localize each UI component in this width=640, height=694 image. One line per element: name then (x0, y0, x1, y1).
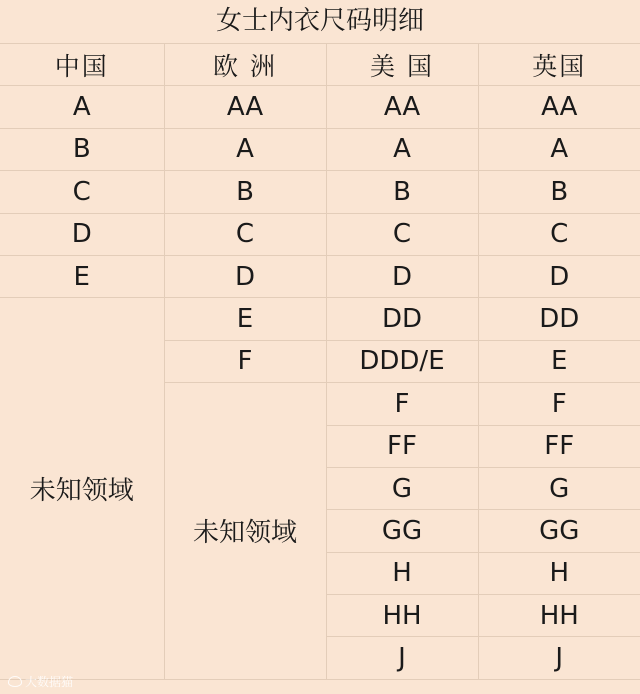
watermark-text: 大数据猫 (25, 675, 74, 689)
cell-usa: GG (326, 510, 478, 552)
cell-usa: C (326, 213, 478, 255)
cell-europe: B (164, 171, 326, 213)
cell-uk: C (478, 213, 640, 255)
cell-uk: H (478, 552, 640, 594)
header-china: 中国 (0, 44, 164, 86)
header-usa: 美 国 (326, 44, 478, 86)
cell-usa: FF (326, 425, 478, 467)
cell-usa: A (326, 128, 478, 170)
cell-usa: H (326, 552, 478, 594)
table-row (0, 213, 640, 255)
cell-europe-unknown: 未知领域 (164, 383, 326, 680)
cell-uk: HH (478, 595, 640, 637)
cell-china: A (0, 86, 164, 128)
cell-usa: G (326, 467, 478, 509)
header-uk: 英国 (478, 44, 640, 86)
cell-usa: D (326, 255, 478, 297)
table-row (0, 171, 640, 213)
table-row (0, 86, 640, 128)
cell-europe: D (164, 255, 326, 297)
cell-europe: C (164, 213, 326, 255)
cell-usa: B (326, 171, 478, 213)
cell-uk: F (478, 383, 640, 425)
cell-uk: E (478, 340, 640, 382)
cell-europe: A (164, 128, 326, 170)
cell-uk: J (478, 637, 640, 679)
cell-uk: GG (478, 510, 640, 552)
table-row (0, 255, 640, 297)
cell-uk: DD (478, 298, 640, 340)
cell-usa: J (326, 637, 478, 679)
size-table (0, 43, 640, 680)
cell-usa: HH (326, 595, 478, 637)
cell-europe: AA (164, 86, 326, 128)
cell-europe: E (164, 298, 326, 340)
cell-europe: F (164, 340, 326, 382)
cell-usa: AA (326, 86, 478, 128)
weibo-logo-icon (8, 676, 22, 687)
table-row (0, 128, 640, 170)
cell-china-unknown: 未知领域 (0, 298, 164, 680)
chart-title: 女士内衣尺码明细 (0, 0, 640, 44)
cell-uk: D (478, 255, 640, 297)
cell-uk: FF (478, 425, 640, 467)
table-row (0, 298, 640, 340)
cell-uk: A (478, 128, 640, 170)
cell-usa: F (326, 383, 478, 425)
header-row (0, 44, 640, 86)
cell-uk: AA (478, 86, 640, 128)
watermark (8, 673, 73, 690)
cell-usa: DD (326, 298, 478, 340)
header-europe: 欧 洲 (164, 44, 326, 86)
cell-uk: B (478, 171, 640, 213)
cell-china: E (0, 255, 164, 297)
cell-china: C (0, 171, 164, 213)
cell-china: D (0, 213, 164, 255)
cell-uk: G (478, 467, 640, 509)
cell-usa: DDD/E (326, 340, 478, 382)
cell-china: B (0, 128, 164, 170)
